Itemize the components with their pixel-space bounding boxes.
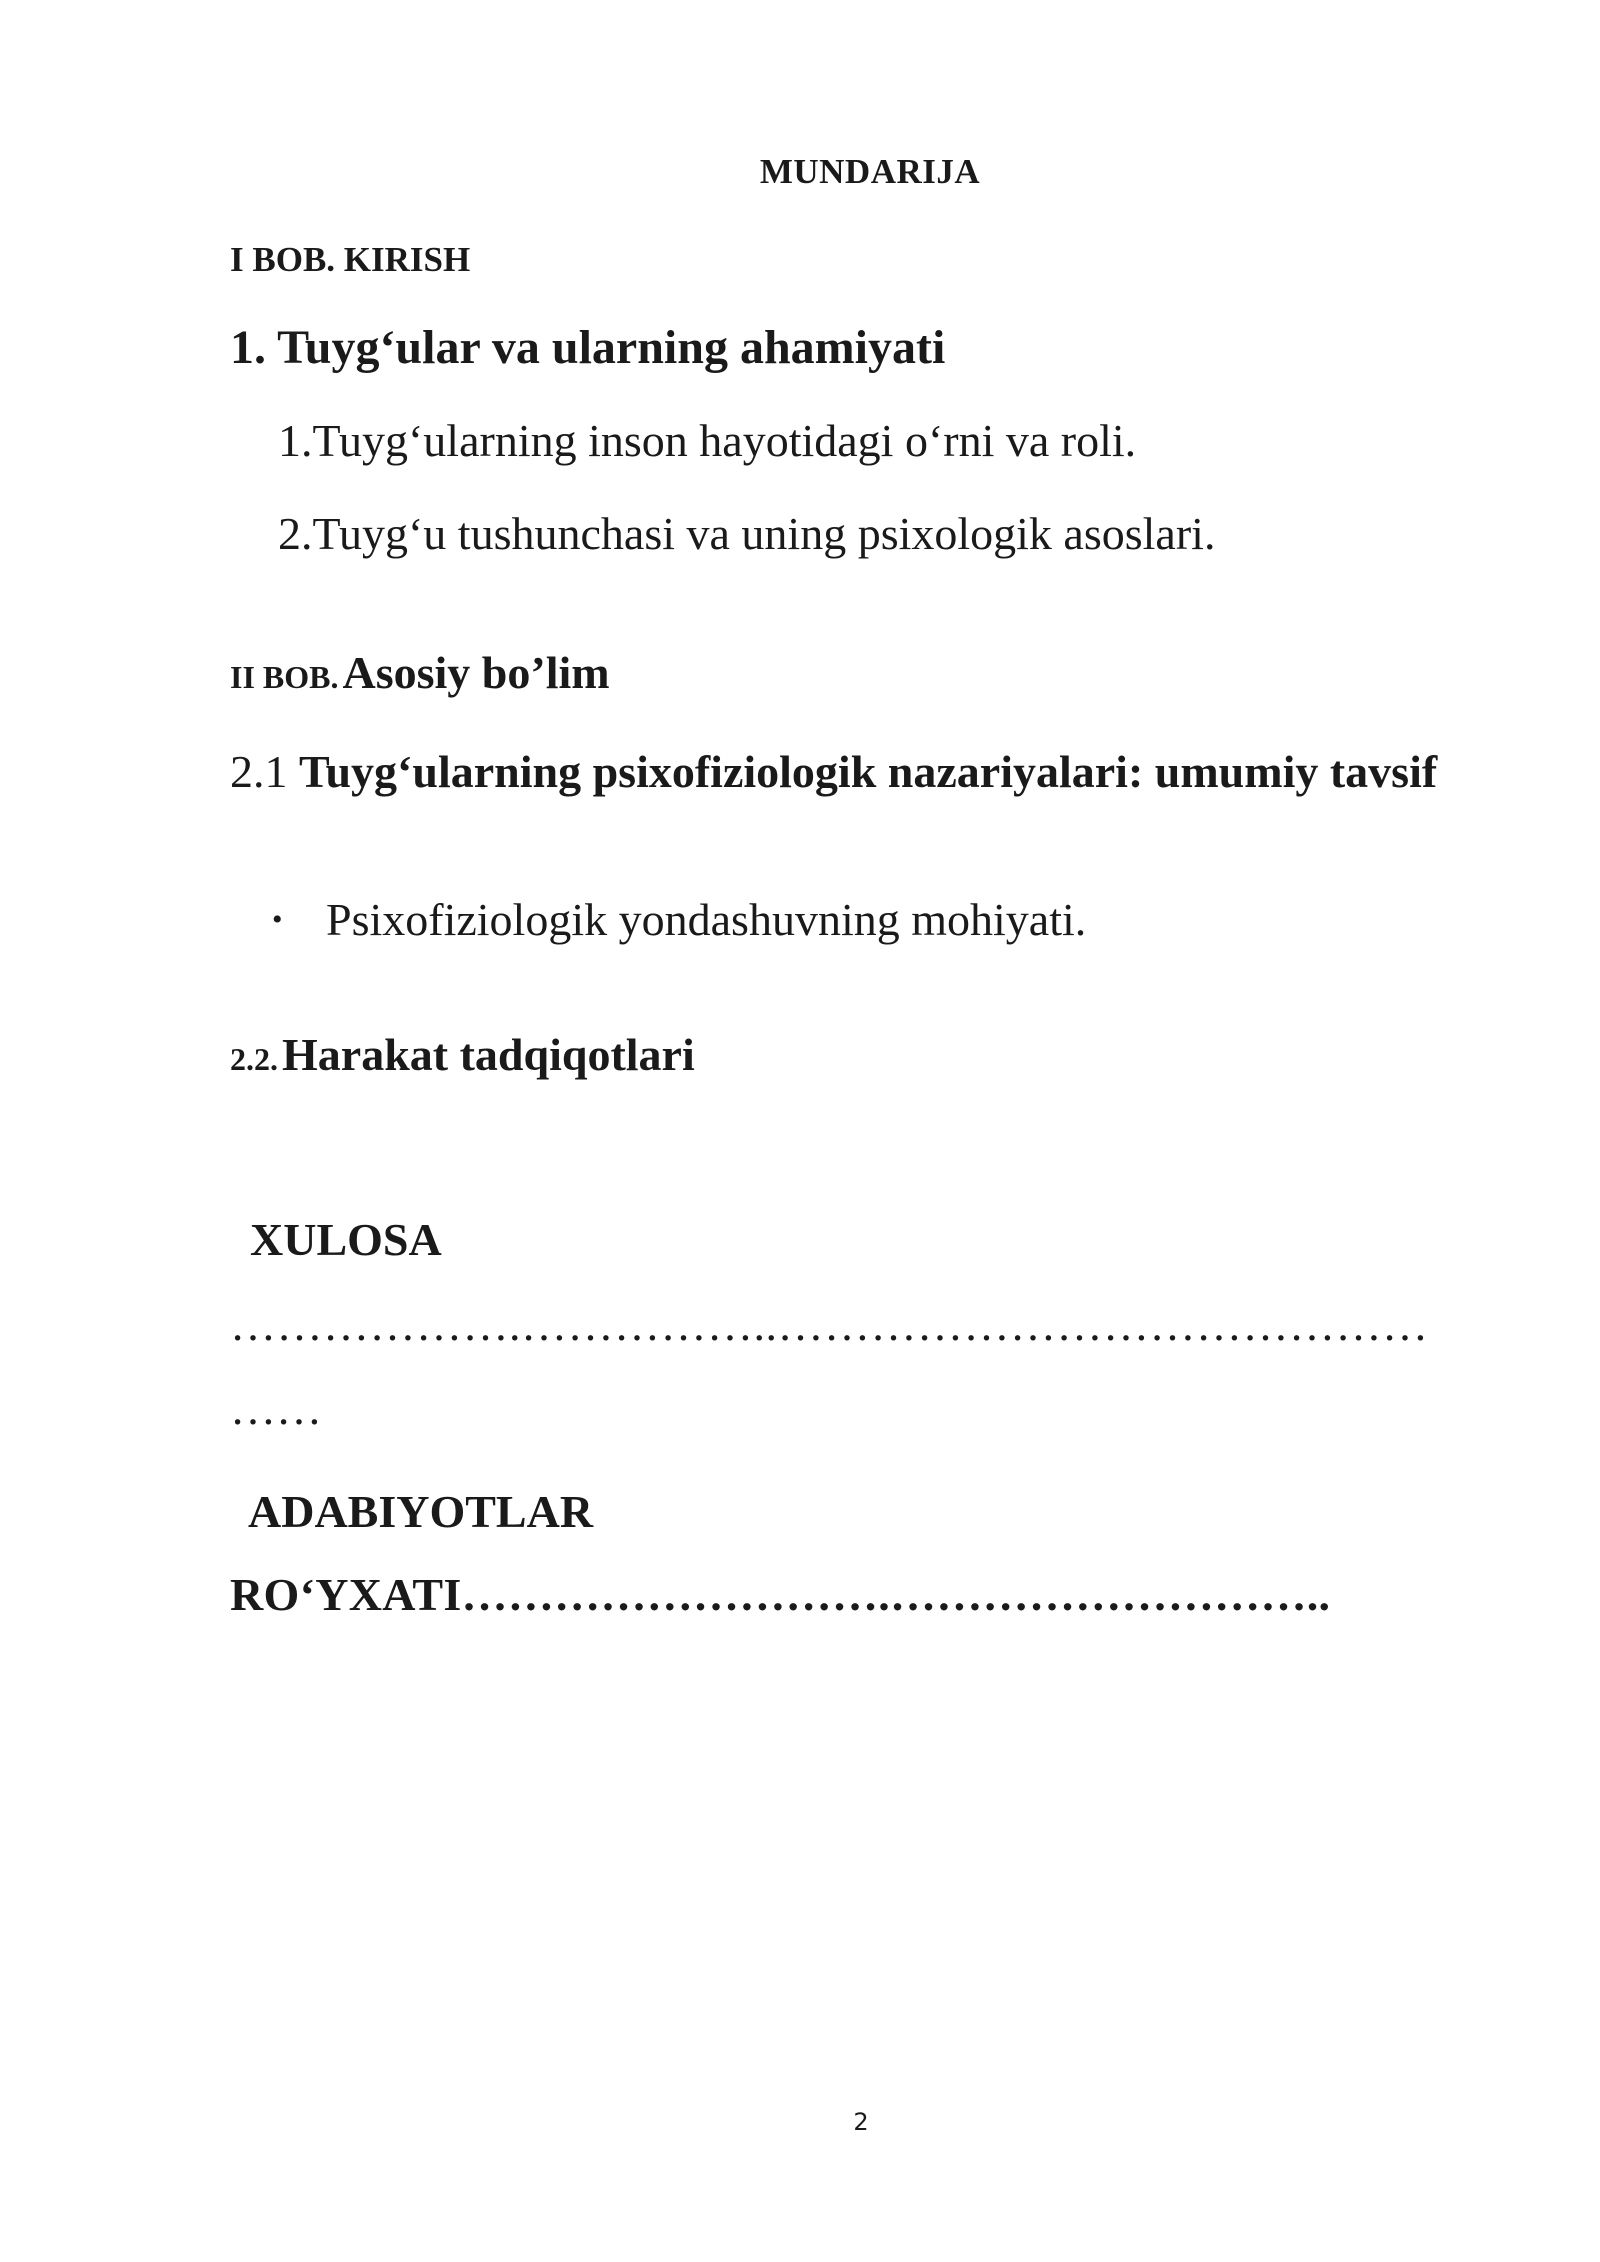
section-1-heading: 1. Tuyg‘ular va ularning ahamiyati [230,321,946,374]
conclusion-leader-dots-cont: …… [230,1383,322,1434]
page-number: 2 [853,2108,869,2136]
bullet-text: Psixofiziologik yondashuvning mohiyati. [326,894,1087,945]
chapter-2-title: Asosiy bo’lim [342,647,610,698]
conclusion-leader-dots: ……………….……………..…………………………………… [230,1299,1429,1350]
bullet-item [272,893,1086,946]
references-heading: ADABIYOTLAR [248,1486,594,1537]
references-heading-cont: RO‘YXATI……………………….……………………….. [230,1569,1331,1620]
chapter-2-heading [230,646,610,699]
chapter-1-heading: I BOB. KIRISH [230,240,471,279]
section-2-1-title: Tuyg‘ularning psixofiziologik nazariyalari: umumiy tavsif [299,746,1438,797]
section-2-2-title: Harakat tadqiqotlari [282,1029,695,1080]
toc-item-1-1: 1.Tuyg‘ularning inson hayotidagi o‘rni va roli. [278,415,1137,466]
conclusion-heading: XULOSA [250,1214,442,1265]
toc-title: MUNDARIJA [759,152,981,191]
chapter-2-label: II BOB. [230,659,339,695]
section-2-1-heading [230,745,1450,799]
section-2-2-heading [230,1028,695,1081]
toc-item-1-2: 2.Tuyg‘u tushunchasi va uning psixologik asoslari. [278,508,1216,559]
section-2-1-number: 2.1 [230,746,288,797]
bullet-icon: • [272,903,283,937]
section-2-2-number: 2.2. [230,1041,278,1077]
